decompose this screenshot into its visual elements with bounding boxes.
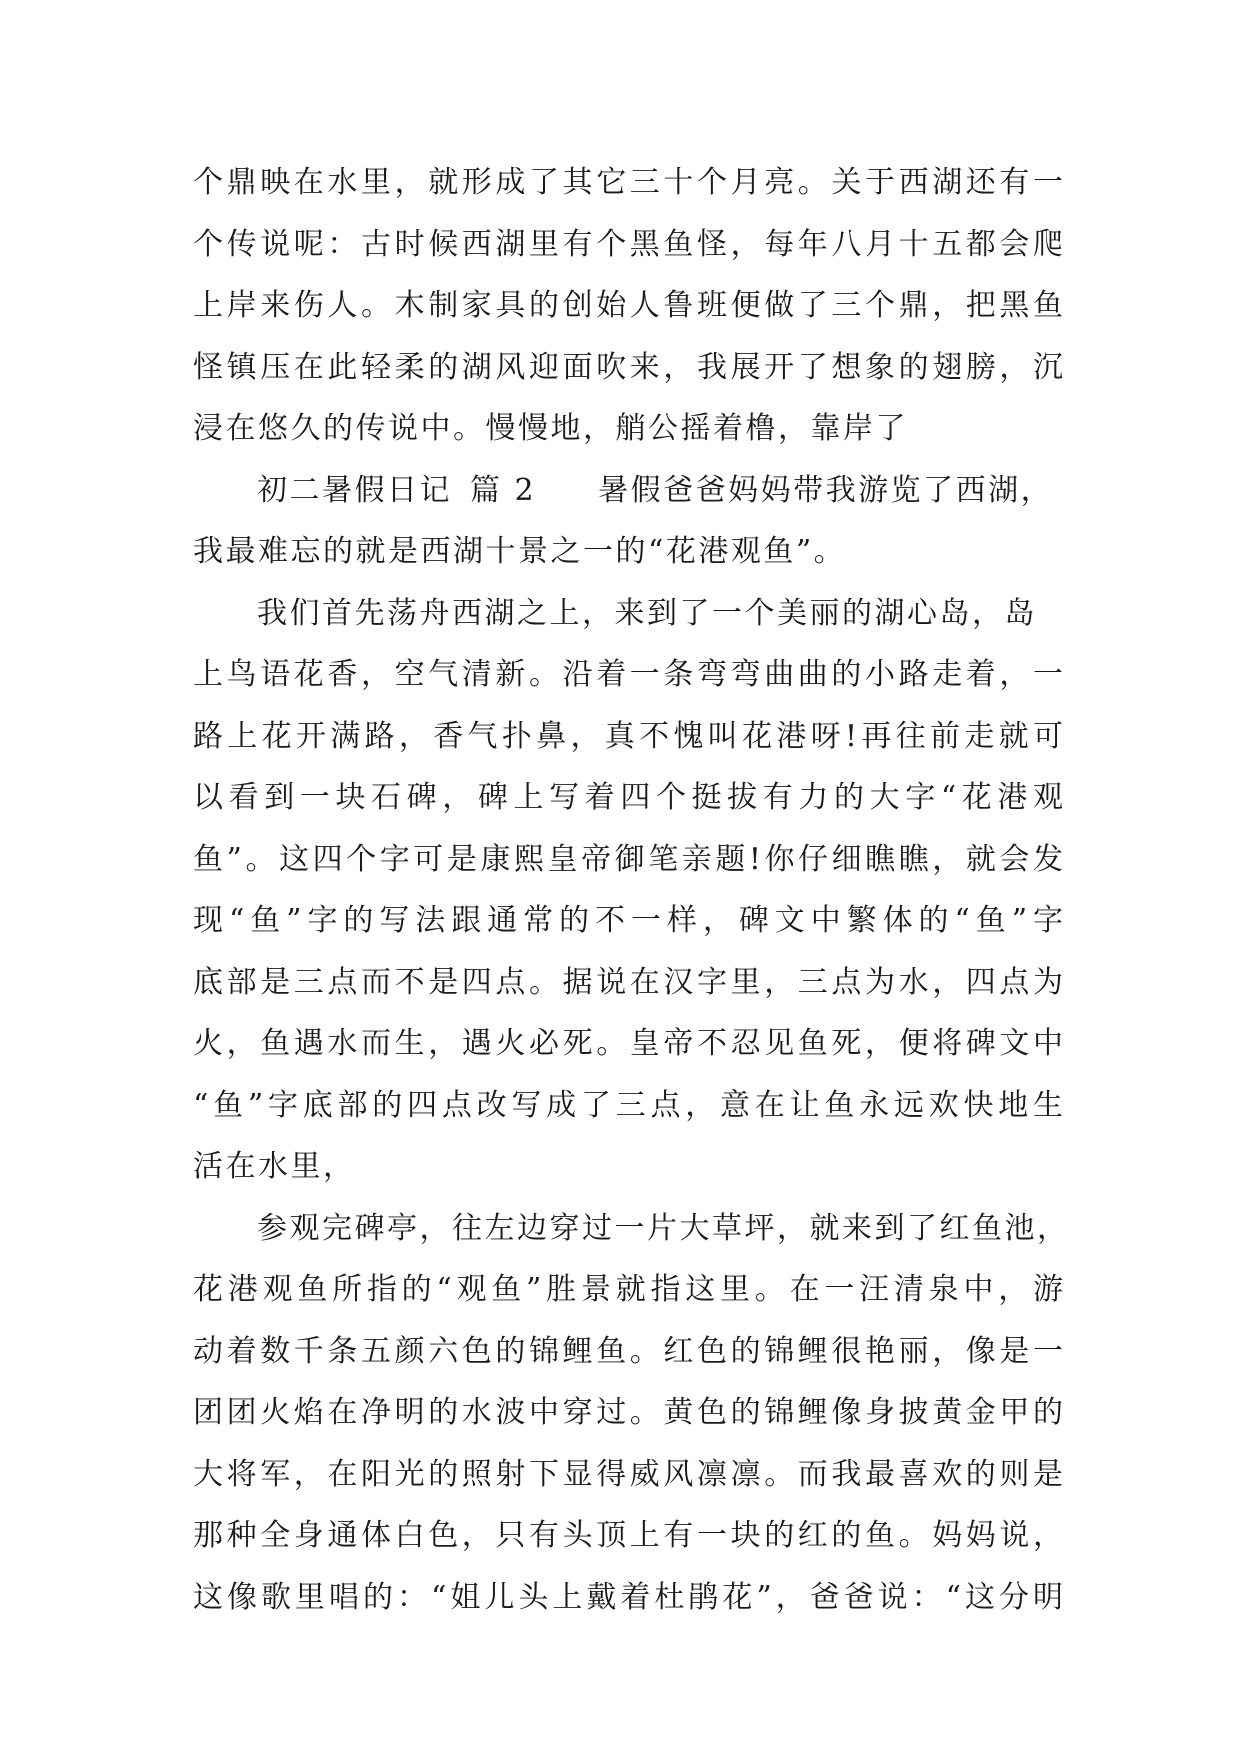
document-body	[193, 163, 1070, 1639]
paragraph-start-line: 参观完碑亭，往左边穿过一片大草坪，就来到了红鱼池，	[257, 1210, 1070, 1246]
text-line: 以看到一块石碑，碑上写着四个挺拔有力的大字“花港观	[193, 780, 1063, 815]
section-title: 初二暑假日记	[257, 472, 452, 508]
text-line: 这像歌里唱的：“姐儿头上戴着杜鹃花”，爸爸说：“这分明	[193, 1579, 1063, 1615]
text-line: 怪镇压在此轻柔的湖风迎面吹来，我展开了想象的翅膀，沉	[193, 349, 1063, 385]
text-line: 底部是三点而不是四点。据说在汉字里，三点为水，四点为	[193, 964, 1063, 1000]
text-line: 上鸟语花香，空气清新。沿着一条弯弯曲曲的小路走着，一	[193, 657, 1063, 692]
text-line: 上岸来伤人。木制家具的创始人鲁班便做了三个鼎，把黑鱼	[193, 288, 1063, 323]
text-line: “鱼”字底部的四点改写成了三点，意在让鱼永远欢快地生	[193, 1087, 1063, 1123]
text-line: 动着数千条五颜六色的锦鲤鱼。红色的锦鲤很艳丽，像是一	[193, 1333, 1063, 1369]
text-line: 浸在悠久的传说中。慢慢地，艄公摇着橹，靠岸了	[193, 411, 908, 446]
text-line: 我最难忘的就是西湖十景之一的“花港观鱼”。	[193, 534, 847, 569]
text-line: 路上花开满路，香气扑鼻，真不愧叫花港呀!再往前走就可	[193, 718, 1063, 754]
text-line: 那种全身通体白色，只有头顶上有一块的红的鱼。妈妈说，	[193, 1518, 1063, 1553]
text-line: 大将军，在阳光的照射下显得威风凛凛。而我最喜欢的则是	[193, 1456, 1063, 1492]
section-heading-line	[193, 471, 1063, 533]
text-line: 团团火焰在净明的水波中穿过。黄色的锦鲤像身披黄金甲的	[193, 1395, 1063, 1430]
text-line: 个鼎映在水里，就形成了其它三十个月亮。关于西湖还有一	[193, 165, 1063, 200]
text-line: 个传说呢：古时候西湖里有个黑鱼怪，每年八月十五都会爬	[193, 226, 1063, 262]
text-line: 现“鱼”字的写法跟通常的不一样，碑文中繁体的“鱼”字	[193, 903, 1063, 938]
text-line: 花港观鱼所指的“观鱼”胜景就指这里。在一汪清泉中，游	[193, 1272, 1063, 1307]
section-label: 篇 2	[470, 472, 537, 508]
paragraph-start-line: 我们首先荡舟西湖之上，来到了一个美丽的湖心岛，岛	[257, 595, 1037, 631]
text-line: 火，鱼遇水而生，遇火必死。皇帝不忍见鱼死，便将碑文中	[193, 1026, 1063, 1061]
text-line: 鱼”。这四个字可是康熙皇帝御笔亲题!你仔细瞧瞧，就会发	[193, 841, 1063, 877]
text-line: 活在水里，	[193, 1149, 356, 1184]
section-first-line: 暑假爸爸妈妈带我游览了西湖，	[598, 472, 1054, 508]
